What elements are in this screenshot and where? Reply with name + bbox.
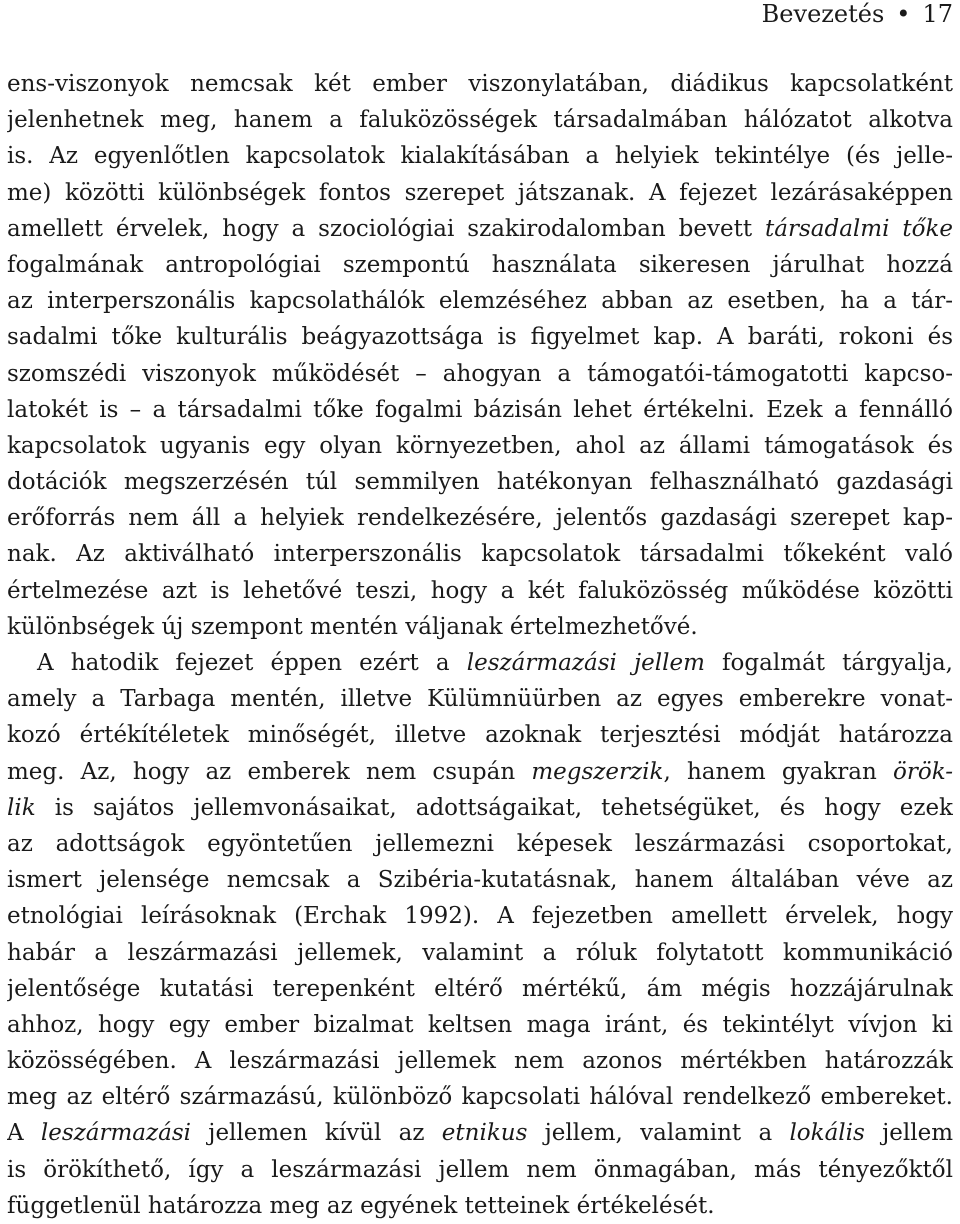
text-line: etnológiai leírásoknak (Erchak 1992). A fejezetben amellett érvelek, hogy — [7, 903, 953, 930]
text-line: nak. Az aktiválható interperszonális kapcsolatok társadalmi tőkeként való — [7, 541, 953, 568]
italic-term: lik — [7, 794, 36, 821]
text-line: fogalmának antropológiai szempontú használata sikeresen járulhat hozzá — [7, 251, 953, 278]
text-line: függetlenül határozza meg az egyének tetteinek értékelését. — [7, 1192, 715, 1219]
text-line: közösségében. A leszármazási jellemek nem azonos mértékben határozzák — [7, 1048, 953, 1075]
text-line: A leszármazási jellemen kívül az etnikus jellem, valamint a lokális jellem — [7, 1120, 953, 1147]
text-line: lik is sajátos jellemvonásaikat, adottságaikat, tehetségüket, és hogy ezek — [7, 794, 953, 821]
body-text — [7, 66, 953, 1224]
bullet-separator: • — [896, 0, 911, 28]
text-line: az interperszonális kapcsolathálók elemzéséhez abban az esetben, ha a tár- — [7, 288, 953, 315]
running-header — [7, 0, 953, 34]
text-line: sadalmi tőke kulturális beágyazottsága is figyelmet kap. A baráti, rokoni és — [7, 324, 953, 351]
text-line: az adottságok egyöntetűen jellemezni képesek leszármazási csoportokat, — [7, 830, 953, 857]
italic-term: örök- — [893, 758, 953, 785]
italic-term: leszármazási jellem — [466, 650, 705, 676]
text-line: is. Az egyenlőtlen kapcsolatok kialakításában a helyiek tekintélye (és jelle- — [7, 143, 953, 170]
text-line: szomszédi viszonyok működését – ahogyan a támogatói-támogatotti kapcso- — [7, 360, 953, 387]
text-line: különbségek új szempont mentén váljanak értelmezhetővé. — [7, 613, 698, 640]
text-line: amellett érvelek, hogy a szociológiai szakirodalomban bevett társadalmi tőke — [7, 215, 953, 242]
text-line: jelentősége kutatási terepenként eltérő mértékű, ám mégis hozzájárulnak — [7, 975, 953, 1002]
text-line: habár a leszármazási jellemek, valamint a róluk folytatott kommunikáció — [7, 939, 953, 966]
italic-term: lokális — [789, 1120, 865, 1147]
text-line: meg az eltérő származású, különböző kapcsolati hálóval rendelkező embereket. — [7, 1084, 953, 1111]
text-line: latokét is – a társadalmi tőke fogalmi bázisán lehet értékelni. Ezek a fennálló — [7, 396, 953, 423]
text-line: dotációk megszerzésén túl semmilyen hatékonyan felhasználható gazdasági — [7, 469, 953, 496]
text-line: ismert jelensége nemcsak a Szibéria-kutatásnak, hanem általában véve az — [7, 867, 953, 894]
text-line: kapcsolatok ugyanis egy olyan környezetben, ahol az állami támogatások és — [7, 432, 953, 459]
text-line: meg. Az, hogy az emberek nem csupán megszerzik, hanem gyakran örök- — [7, 758, 953, 785]
text-line: me) közötti különbségek fontos szerepet játszanak. A fejezet lezárásaképpen — [7, 179, 953, 206]
text-line: ahhoz, hogy egy ember bizalmat keltsen maga iránt, és tekintélyt vívjon ki — [7, 1011, 953, 1038]
text-line: erőforrás nem áll a helyiek rendelkezésére, jelentős gazdasági szerepet kap- — [7, 505, 953, 532]
text-line: ens-viszonyok nemcsak két ember viszonylatában, diádikus kapcsolatként — [7, 71, 953, 97]
text-line: A hatodik fejezet éppen ezért a leszármazási jellem fogalmát tárgyalja, — [37, 650, 953, 676]
italic-term: etnikus — [441, 1120, 528, 1147]
text-line: is örökíthető, így a leszármazási jellem nem önmagában, más tényezőktől — [7, 1156, 953, 1183]
text-line: értelmezése azt is lehetővé teszi, hogy a két faluközösség működése közötti — [7, 577, 953, 604]
book-page — [7, 0, 953, 1224]
text-line: kozó értékítéletek minőségét, illetve azoknak terjesztési módját határozza — [7, 722, 953, 749]
text-line: amely a Tarbaga mentén, illetve Külümnüürben az egyes emberekre vonat- — [7, 686, 953, 713]
italic-term: társadalmi tőke — [765, 215, 953, 242]
page-number: 17 — [922, 0, 953, 28]
italic-term: megszerzik — [531, 758, 664, 785]
text-line: jelenhetnek meg, hanem a faluközösségek társadalmában hálózatot alkotva — [7, 107, 953, 134]
section-title: Bevezetés — [761, 0, 885, 28]
italic-term: leszármazási — [40, 1120, 192, 1147]
